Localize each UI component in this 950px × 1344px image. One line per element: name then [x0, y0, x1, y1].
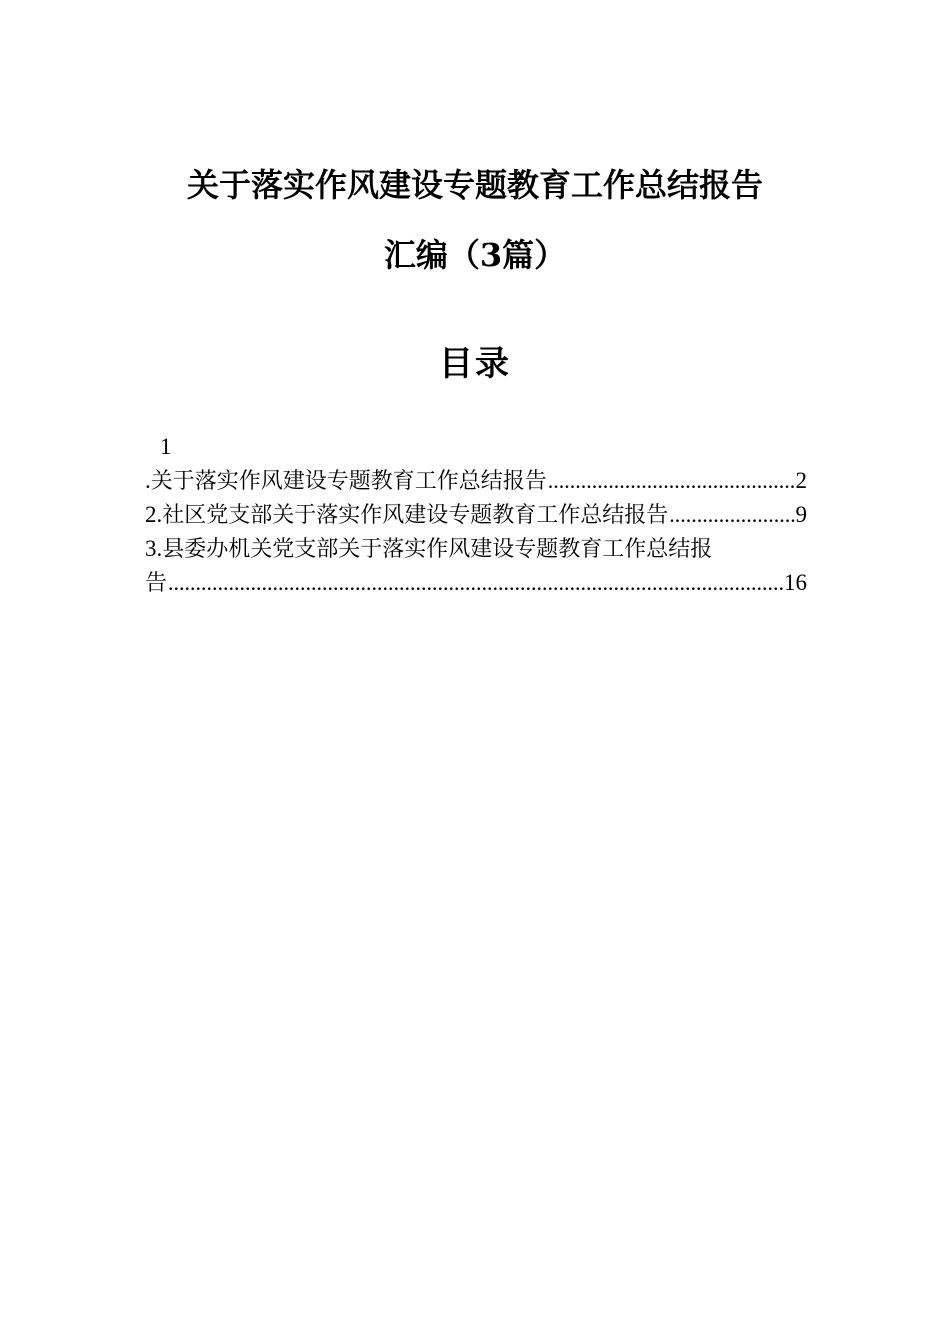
- toc-item-1-number: 1: [160, 434, 172, 459]
- toc-item-1-leader-dots: [548, 464, 795, 498]
- toc-item-3-text-line1: 县委办机关党支部关于落实作风建设专题教育工作总结报: [162, 537, 713, 562]
- toc-item-3-number: 3.: [145, 536, 163, 561]
- document-title-line1: 关于落实作风建设专题教育工作总结报告: [186, 166, 763, 204]
- toc-item-3-page: 16: [784, 570, 807, 595]
- toc-item-3-leader-dots: [168, 566, 783, 600]
- toc-item-2-leader-dots: [669, 498, 794, 532]
- toc-item-3-line2[interactable]: [145, 566, 807, 600]
- toc-item-2-text: 社区党支部关于落实作风建设专题教育工作总结报告: [162, 503, 669, 528]
- toc-heading: 目录: [439, 344, 511, 384]
- toc-item-1[interactable]: [145, 464, 807, 498]
- table-of-contents: [145, 430, 807, 600]
- toc-item-2[interactable]: [145, 498, 807, 532]
- toc-item-2-label: [145, 498, 668, 533]
- toc-item-1-page: 2: [795, 468, 807, 493]
- toc-item-1-text: 关于落实作风建设专题教育工作总结报告: [150, 469, 547, 494]
- toc-item-3-text-line2: 告: [145, 571, 168, 596]
- toc-item-2-page: 9: [795, 502, 807, 527]
- toc-item-2-number: 2.: [145, 502, 163, 527]
- toc-item-3-line1[interactable]: [145, 532, 807, 566]
- toc-item-1-label: [145, 464, 547, 499]
- document-title-line2: 汇编（3篇）: [383, 236, 567, 274]
- toc-item-1-number-suffix: .: [145, 468, 151, 493]
